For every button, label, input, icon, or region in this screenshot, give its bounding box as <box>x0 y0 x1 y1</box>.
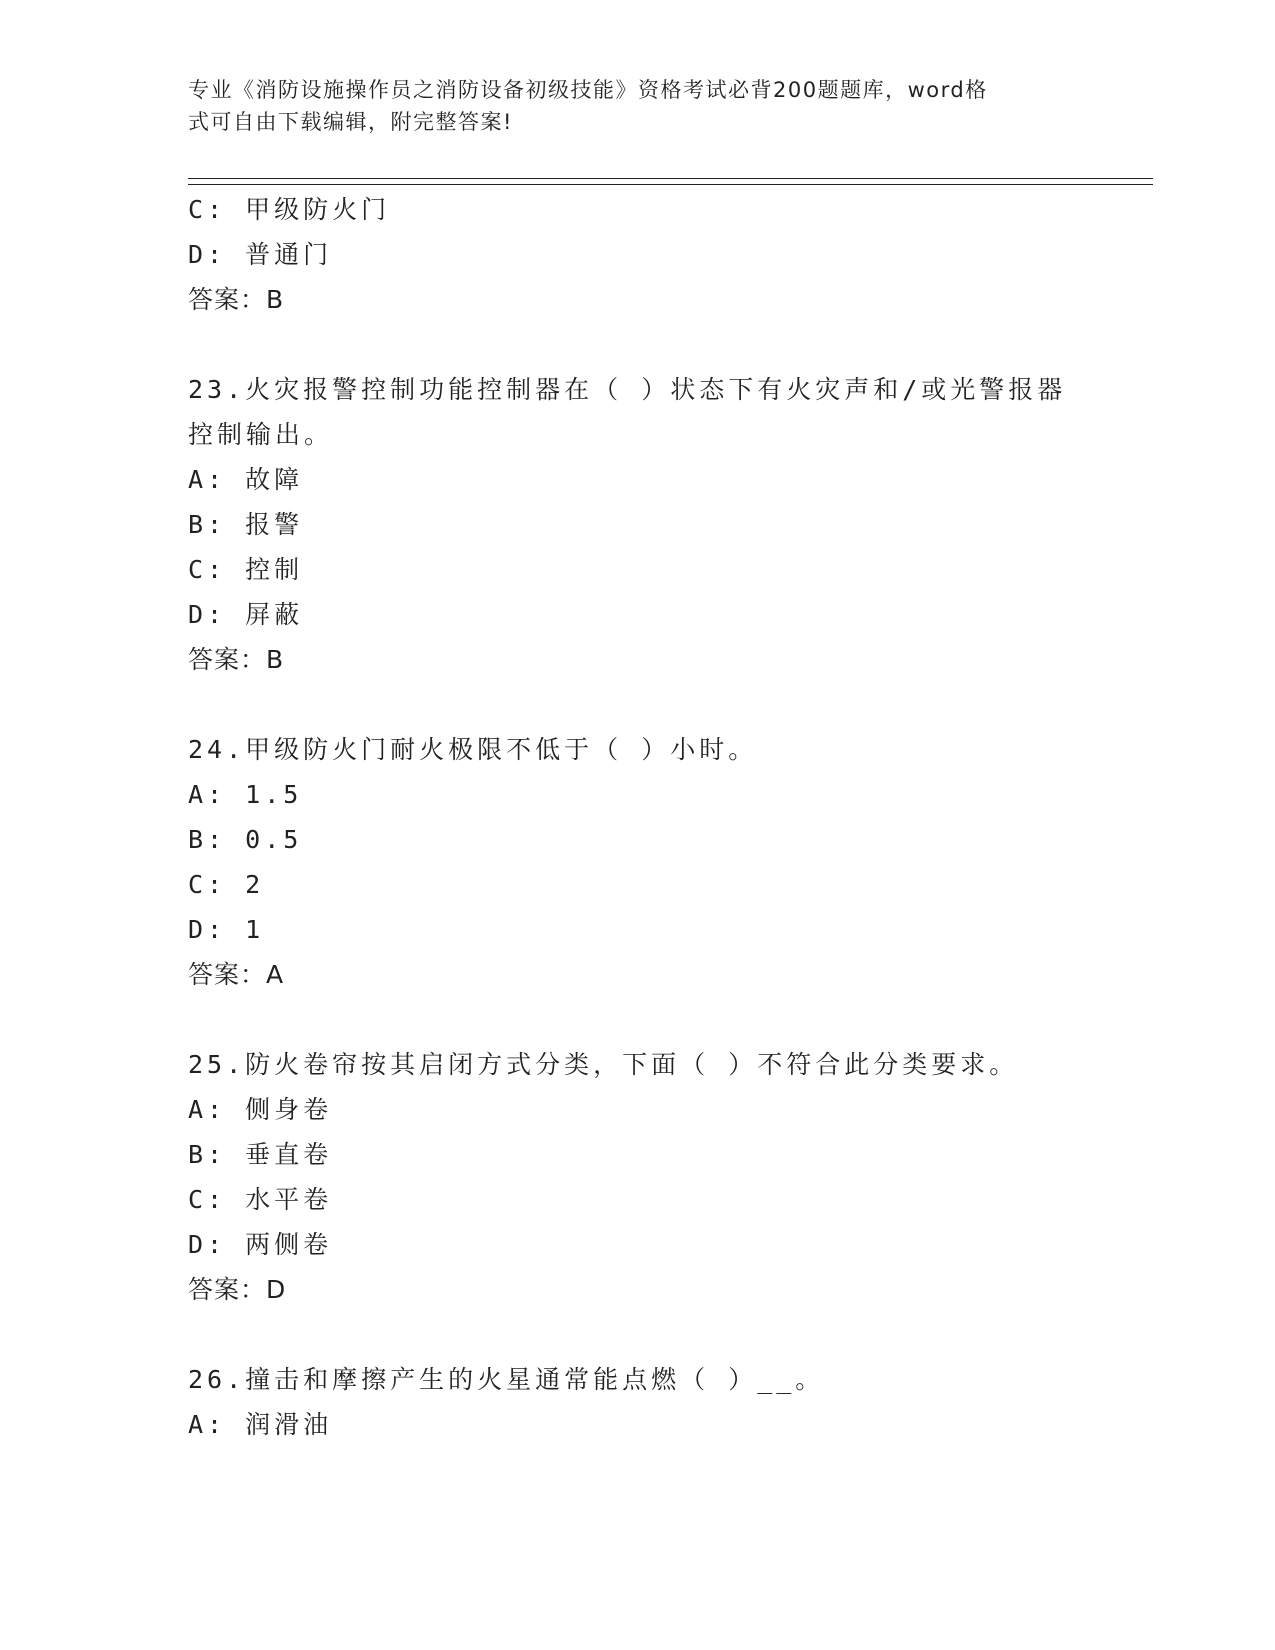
q25-stem: 25.防火卷帘按其启闭方式分类，下面（ ）不符合此分类要求。 <box>188 1050 1019 1079</box>
header-line-2: 式可自由下载编辑，附完整答案! <box>188 110 513 134</box>
q23-stem-line-1: 23.火灾报警控制功能控制器在（ ）状态下有火灾声和/或光警报器 <box>188 375 1067 404</box>
q23-option-b: B: 报警 <box>188 510 304 539</box>
q26-stem: 26.撞击和摩擦产生的火星通常能点燃（ ）__。 <box>188 1365 825 1394</box>
q26-option-a: A: 润滑油 <box>188 1410 333 1439</box>
q25-option-b: B: 垂直卷 <box>188 1140 333 1169</box>
prev-option-c: C: 甲级防火门 <box>188 195 391 224</box>
header-divider-top <box>188 178 1153 179</box>
q25-option-d: D: 两侧卷 <box>188 1230 333 1259</box>
prev-answer: 答案：B <box>188 285 285 314</box>
q25-option-a: A: 侧身卷 <box>188 1095 333 1124</box>
q23-option-d: D: 屏蔽 <box>188 600 304 629</box>
q24-answer: 答案：A <box>188 960 285 989</box>
q23-answer: 答案：B <box>188 645 285 674</box>
q23-option-c: C: 控制 <box>188 555 304 584</box>
header-divider-bottom <box>188 184 1153 185</box>
header-line-1: 专业《消防设施操作员之消防设备初级技能》资格考试必背200题题库，word格 <box>188 78 988 102</box>
q24-stem: 24.甲级防火门耐火极限不低于（ ）小时。 <box>188 735 758 764</box>
q24-option-c: C: 2 <box>188 870 265 899</box>
q24-option-d: D: 1 <box>188 915 265 944</box>
q25-option-c: C: 水平卷 <box>188 1185 333 1214</box>
q23-stem-line-2: 控制输出。 <box>188 420 334 449</box>
prev-option-d: D: 普通门 <box>188 240 333 269</box>
q25-answer: 答案：D <box>188 1275 287 1304</box>
q24-option-b: B: 0.5 <box>188 825 303 854</box>
document-header <box>188 74 1078 138</box>
q24-option-a: A: 1.5 <box>188 780 303 809</box>
q23-option-a: A: 故障 <box>188 465 304 494</box>
